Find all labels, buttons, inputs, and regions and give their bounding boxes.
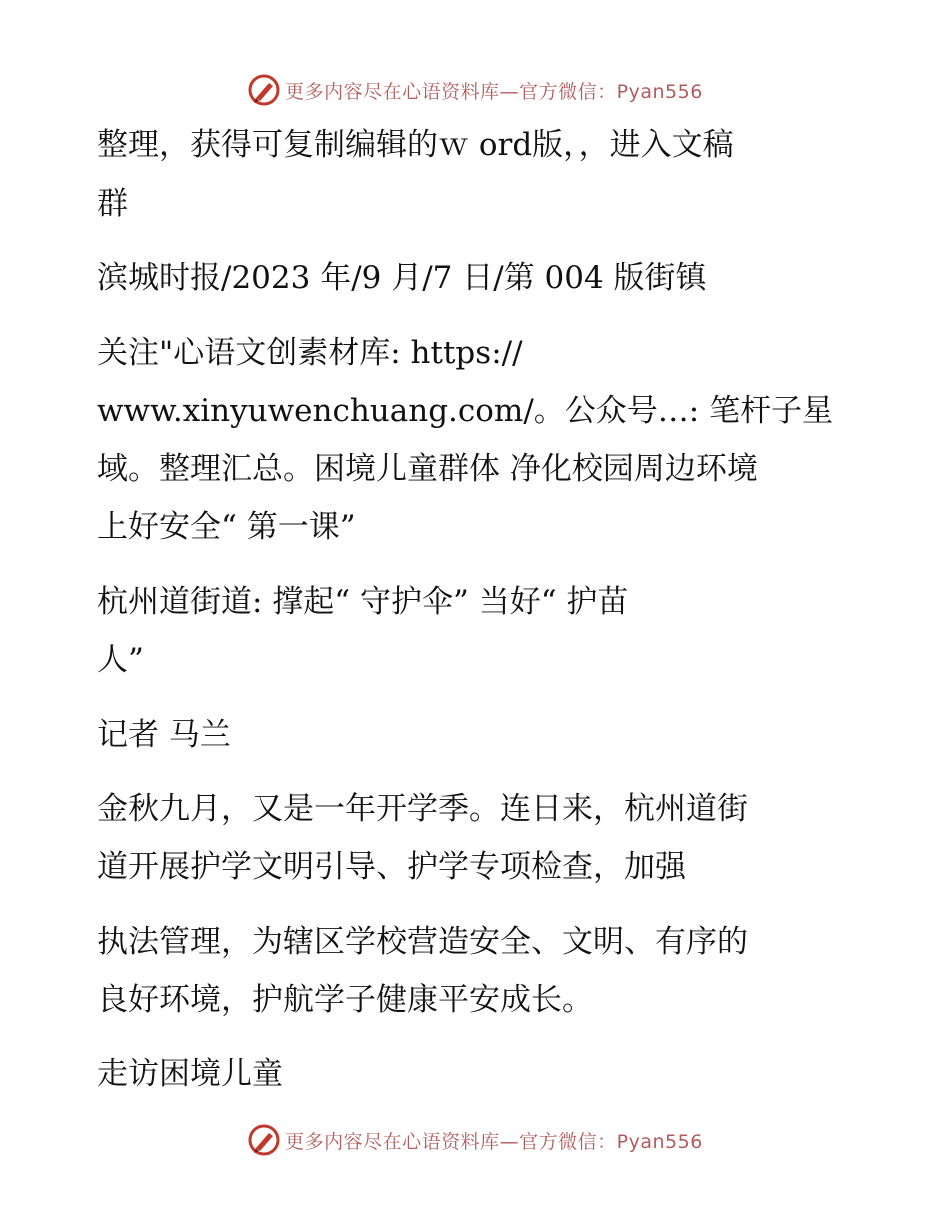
text-line: 金秋九月，又是一年开学季。连日来，杭州道街 [97, 791, 748, 827]
pen-logo-icon [247, 73, 281, 107]
text-line: 良好环境，护航学子健康平安成长。 [97, 982, 593, 1018]
text-line: 杭州道街道: 撑起“ 守护伞” 当好“ 护苗 [97, 584, 629, 620]
text-line: 上好安全“ 第一课” [97, 509, 356, 545]
text-line: 整理，获得可复制编辑的ｗ ord版，，进入文稿 [97, 127, 734, 163]
text-line: www.xinyuwenchuang.com/。公众号…: 笔杆子星 [97, 393, 834, 429]
text-line: 道开展护学文明引导、护学专项检查，加强 [97, 849, 686, 885]
header-banner-text: 更多内容尽在心语资料库—官方微信：Pyan556 [285, 80, 703, 103]
pen-logo-icon [247, 1123, 281, 1157]
footer-watermark-banner [0, 1120, 950, 1160]
text-line: 群 [97, 186, 128, 222]
text-line: 域。整理汇总。困境儿童群体 净化校园周边环境 [97, 451, 758, 487]
header-watermark-banner [0, 70, 950, 110]
text-line: 人” [97, 642, 144, 678]
footer-banner-text: 更多内容尽在心语资料库—官方微信：Pyan556 [285, 1130, 703, 1153]
text-line: 走访困境儿童 [97, 1056, 283, 1092]
text-line: 滨城时报/2023 年/9 月/7 日/第 004 版街镇 [97, 260, 707, 296]
text-line: 关注"心语文创素材库: https:// [97, 335, 523, 371]
text-line: 执法管理，为辖区学校营造安全、文明、有序的 [97, 924, 748, 960]
text-line: 记者 马兰 [97, 717, 231, 753]
